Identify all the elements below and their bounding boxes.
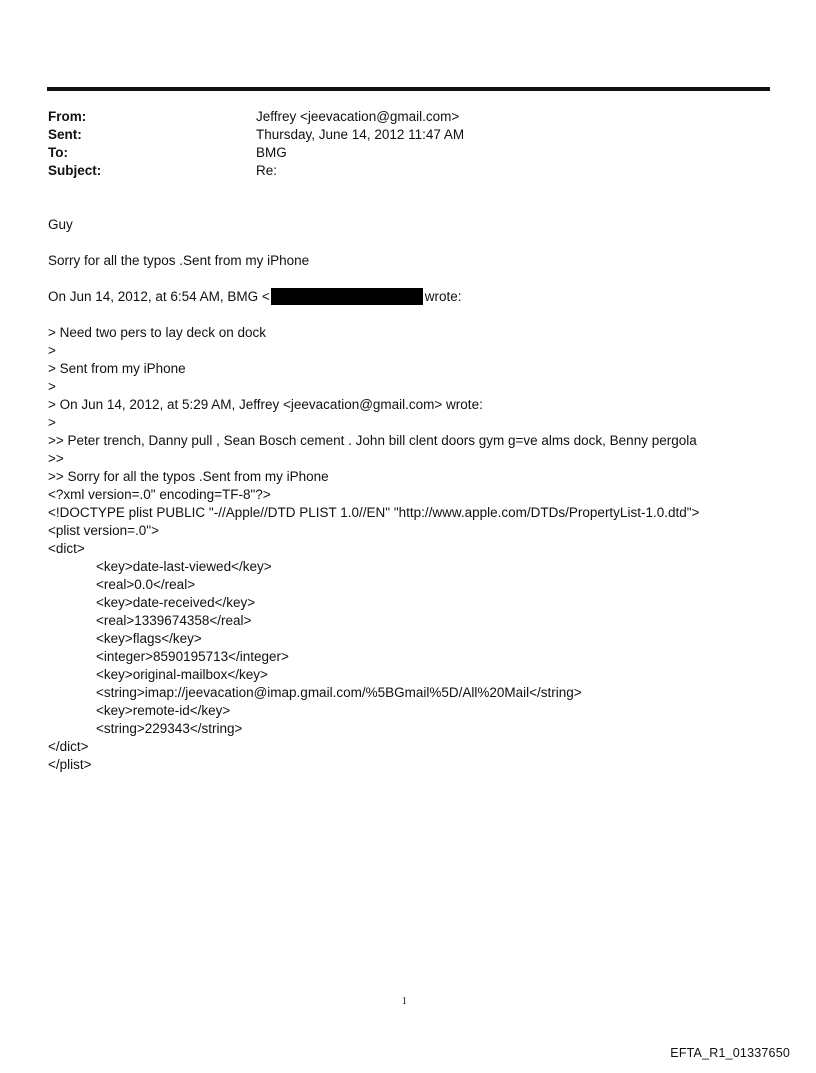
quoted-line: >> (48, 451, 64, 466)
quoted-block (48, 324, 788, 486)
dict-line: <key>original-mailbox</key> (96, 667, 268, 682)
plist-line: <plist version=.0"> (48, 523, 159, 538)
email-body (48, 216, 788, 774)
quoted-line: >> Peter trench, Danny pull , Sean Bosch cement . John bill clent doors gym g=ve alms dock, Benny pergola (48, 433, 697, 448)
attribution-suffix: wrote: (424, 289, 462, 304)
page-number: 1 (402, 996, 407, 1007)
dict-line: <key>date-last-viewed</key> (96, 559, 272, 574)
quoted-line: > (48, 379, 56, 394)
dict-line: <real>1339674358</real> (96, 613, 252, 628)
to-row (48, 144, 464, 162)
sent-label: Sent: (48, 127, 82, 142)
plist-closing-line: </plist> (48, 757, 92, 772)
from-label: From: (48, 109, 87, 124)
email-header (48, 108, 464, 180)
dict-line: <key>flags</key> (96, 631, 202, 646)
subject-row (48, 162, 464, 180)
quoted-line: > On Jun 14, 2012, at 5:29 AM, Jeffrey <jeevacation@gmail.com> wrote: (48, 397, 483, 412)
subject-label: Subject: (48, 163, 102, 178)
plist-line: <?xml version=.0" encoding=TF-8"?> (48, 487, 271, 502)
plist-closing-line: </dict> (48, 739, 89, 754)
redaction-box (271, 288, 423, 305)
greeting: Guy (48, 217, 73, 232)
from-value: Jeffrey <jeevacation@gmail.com> (256, 109, 460, 124)
attribution-prefix: On Jun 14, 2012, at 6:54 AM, BMG < (48, 289, 270, 304)
plist-line: <!DOCTYPE plist PUBLIC "-//Apple//DTD PLIST 1.0//EN" "http://www.apple.com/DTDs/PropertyList-1.0.dtd"> (48, 505, 700, 520)
dict-line: <real>0.0</real> (96, 577, 196, 592)
from-row (48, 108, 464, 126)
sent-value: Thursday, June 14, 2012 11:47 AM (256, 127, 465, 142)
dict-line: <string>229343</string> (96, 721, 243, 736)
quoted-line: > Need two pers to lay deck on dock (48, 325, 266, 340)
plist-line: <dict> (48, 541, 85, 556)
sent-row (48, 126, 464, 144)
document-id: EFTA_R1_01337650 (670, 1046, 790, 1060)
quoted-line: > (48, 343, 56, 358)
to-label: To: (48, 145, 68, 160)
dict-line: <key>remote-id</key> (96, 703, 231, 718)
to-value: BMG (256, 145, 287, 160)
plist-block (48, 486, 788, 774)
quoted-line: > Sent from my iPhone (48, 361, 186, 376)
header-rule (47, 87, 770, 91)
subject-value: Re: (256, 163, 278, 178)
dict-line: <key>date-received</key> (96, 595, 256, 610)
dict-line: <string>imap://jeevacation@imap.gmail.com/%5BGmail%5D/All%20Mail</string> (96, 685, 582, 700)
dict-line: <integer>8590195713</integer> (96, 649, 289, 664)
apology-line: Sorry for all the typos .Sent from my iPhone (48, 253, 310, 268)
quoted-line: > (48, 415, 56, 430)
quoted-line: >> Sorry for all the typos .Sent from my iPhone (48, 469, 329, 484)
attribution-line (48, 288, 788, 306)
